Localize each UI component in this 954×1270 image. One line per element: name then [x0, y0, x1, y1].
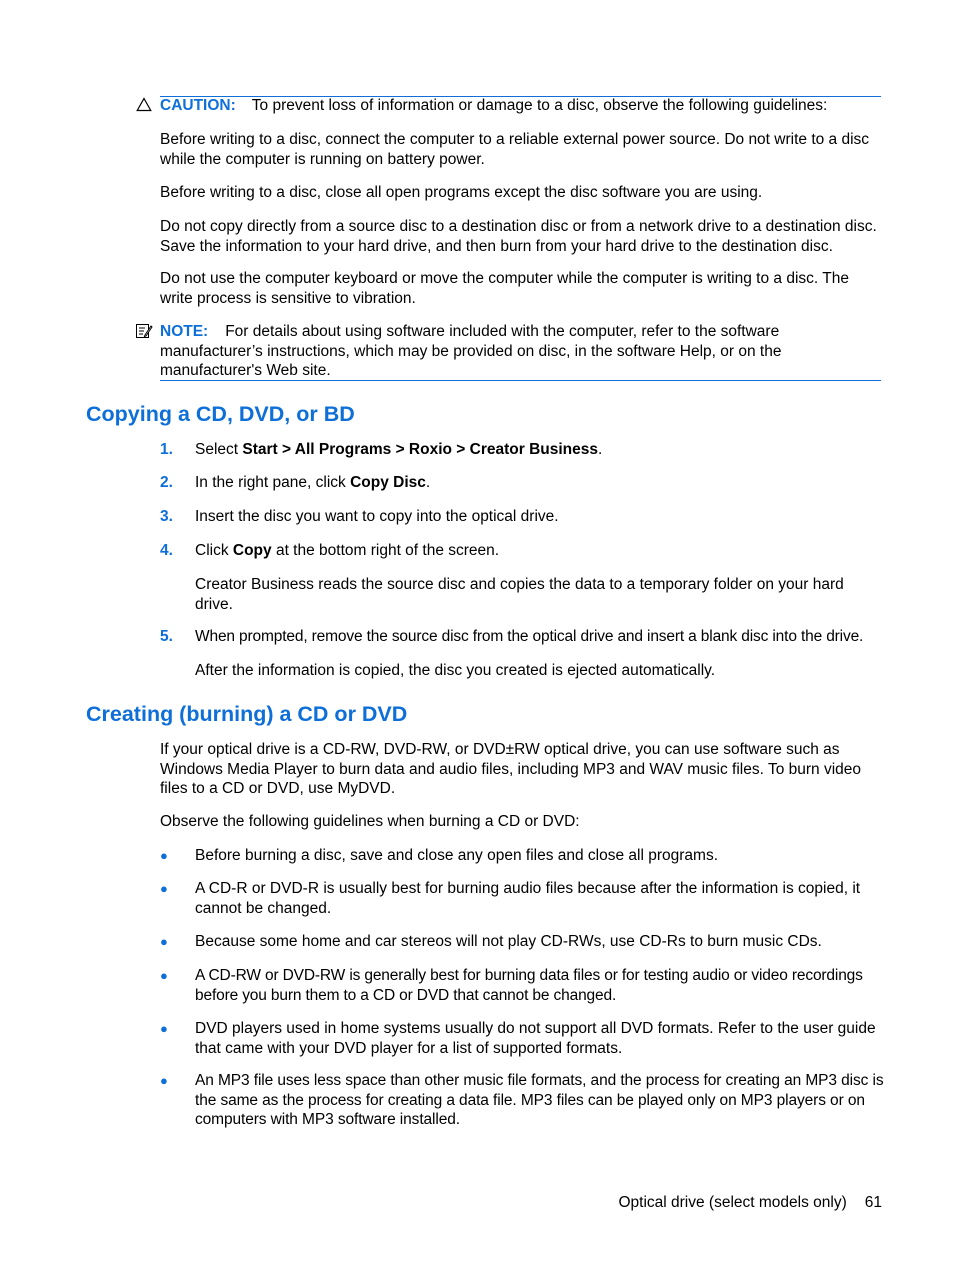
- step-text: Insert the disc you want to copy into the optical drive.: [195, 508, 559, 525]
- bullet-glyph: ●: [160, 1073, 168, 1088]
- step-text-post: .: [598, 441, 603, 458]
- step-detail: Creator Business reads the source disc and copies the data to a temporary folder on your hard drive.: [195, 576, 844, 613]
- caution-paragraph: Before writing to a disc, close all open programs except the disc software you are using.: [160, 184, 763, 201]
- bullet-glyph: ●: [160, 848, 168, 863]
- caution-paragraph: Do not use the computer keyboard or move the computer while the computer is writing to a disc. The write process is sensitive to vibration.: [160, 270, 849, 307]
- step-detail: After the information is copied, the disc you created is ejected automatically.: [195, 662, 716, 679]
- footer-title: Optical drive (select models only): [618, 1194, 847, 1211]
- caution-paragraph: Before writing to a disc, connect the computer to a reliable external power source. Do not write to a disc while the computer is running on battery power.: [160, 131, 870, 168]
- caution-text: To prevent loss of information or damage to a disc, observe the following guidelines:: [251, 97, 828, 114]
- section-lead: Observe the following guidelines when burning a CD or DVD:: [160, 813, 580, 830]
- page-footer: [618, 1193, 882, 1213]
- bullet-item: Before burning a disc, save and close any open files and close all programs.: [195, 847, 718, 864]
- caution-paragraph: Do not copy directly from a source disc to a destination disc or from a network drive to a destination disc. Save the information to your hard drive, and then burn from your hard drive to the destination disc.: [160, 218, 877, 255]
- section-heading-creating: Creating (burning) a CD or DVD: [86, 702, 408, 726]
- step-number: 3.: [160, 508, 173, 525]
- bullet-item: A CD-R or DVD-R is usually best for burning audio files because after the information is copied, it cannot be changed.: [195, 880, 861, 917]
- step-text-pre: In the right pane, click: [195, 474, 351, 491]
- bullet-item: Because some home and car stereos will not play CD-RWs, use CD-Rs to burn music CDs.: [195, 933, 822, 950]
- bullet-item: A CD-RW or DVD-RW is generally best for burning data files or for testing audio or video recordings before you burn them to a CD or DVD that cannot be changed.: [195, 967, 863, 1004]
- step-text-bold: Copy Disc: [350, 474, 426, 491]
- note-text: For details about using software included with the computer, refer to the software manufacturer’s instructions, which may be provided on disc, in the software Help, or on the manufacturer's Web site.: [160, 323, 782, 379]
- bullet-glyph: ●: [160, 934, 168, 949]
- step-number: 2.: [160, 474, 173, 491]
- step-text: When prompted, remove the source disc from the optical drive and insert a blank disc into the drive.: [195, 628, 864, 645]
- step-number: 1.: [160, 441, 173, 458]
- bullet-item: An MP3 file uses less space than other music file formats, and the process for creating an MP3 disc is the same as the process for creating a data file. MP3 files can be played only on MP3 players or on computers with MP3 software installed.: [195, 1072, 884, 1128]
- step-text: [195, 541, 885, 561]
- section-heading-copying: Copying a CD, DVD, or BD: [86, 402, 355, 426]
- note-paragraph: [160, 322, 805, 381]
- step-text-bold: Copy: [232, 542, 272, 559]
- bullet-glyph: ●: [160, 968, 168, 983]
- step-text: [195, 440, 885, 460]
- note-bottom-rule: [160, 380, 881, 381]
- step-text: [195, 473, 885, 493]
- bullet-glyph: ●: [160, 1021, 168, 1036]
- step-text-post: at the bottom right of the screen.: [271, 542, 500, 559]
- page-number: 61: [864, 1194, 882, 1211]
- step-number: 5.: [160, 628, 173, 645]
- bullet-glyph: ●: [160, 881, 168, 896]
- caution-line: [160, 96, 885, 116]
- step-text-pre: Select: [195, 441, 243, 458]
- note-label: NOTE:: [160, 323, 209, 340]
- step-text-bold: Start > All Programs > Roxio > Creator Business: [242, 441, 599, 458]
- section-intro: If your optical drive is a CD-RW, DVD-RW, or DVD±RW optical drive, you can use software such as Windows Media Player to burn data and audio files, including MP3 and WAV music files. To burn video files to a CD or DVD, use MyDVD.: [160, 741, 862, 797]
- step-text-pre: Click: [195, 542, 233, 559]
- note-pencil-icon: [135, 322, 153, 340]
- caution-triangle-icon: [136, 97, 152, 112]
- step-number: 4.: [160, 542, 173, 559]
- caution-label: CAUTION:: [160, 97, 236, 114]
- bullet-item: DVD players used in home systems usually do not support all DVD formats. Refer to the user guide that came with your DVD player for a list of supported formats.: [195, 1020, 876, 1057]
- step-text-post: .: [425, 474, 431, 491]
